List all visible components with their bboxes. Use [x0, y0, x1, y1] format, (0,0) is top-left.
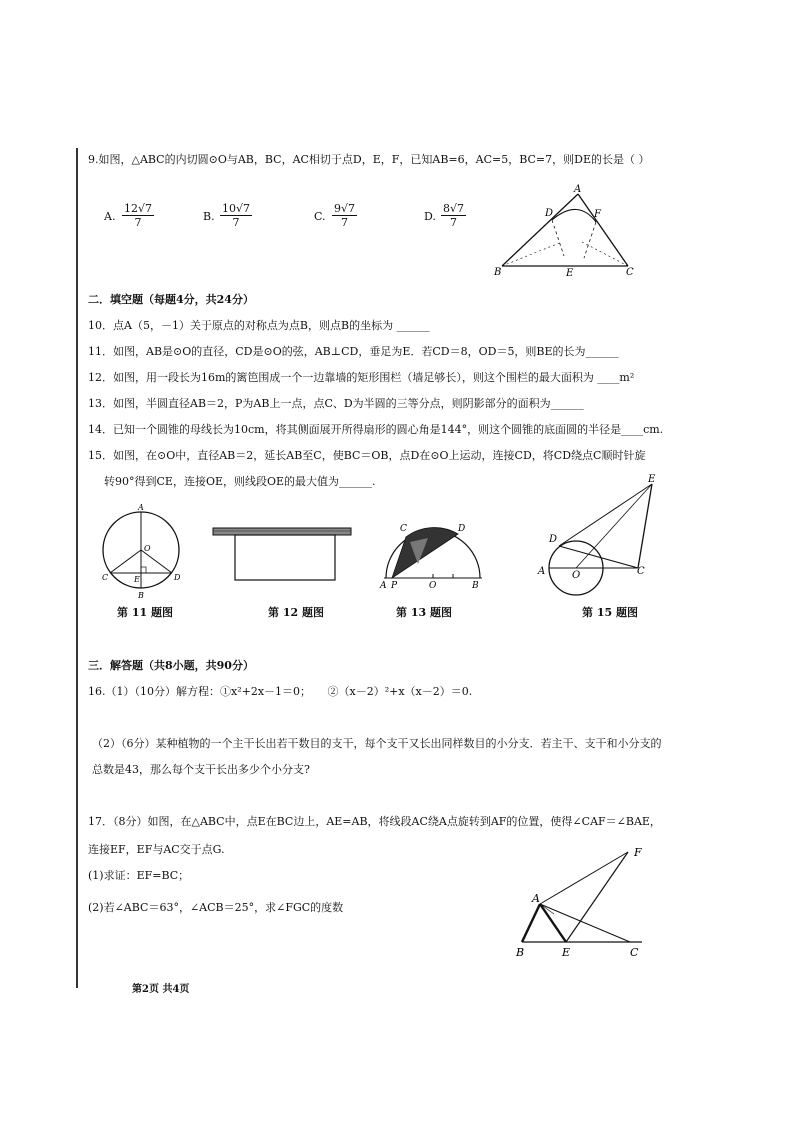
- fig11-label-b: B: [138, 591, 144, 600]
- q9-option-d-value: $\frac{8√7}{7}$: [443, 202, 465, 229]
- question-17-part1: (1)求证：EF=BC；: [88, 869, 190, 882]
- q9-label-a: A: [574, 184, 582, 195]
- fig15-label-d: D: [549, 534, 558, 545]
- q9-option-a-label: A.: [104, 210, 116, 223]
- question-17-line1: 17．（8分）如图，在△ABC中，点E在BC边上，AE=AB，将线段AC绕A点旋转到AF的位置，使得∠CAF＝∠BAE，: [88, 815, 661, 828]
- question-13: 13．如图，半圆直径AB＝2，P为AB上一点，点C、D为半圆的三等分点，则阴影部分的面积为______: [88, 397, 584, 410]
- fig17-label-b: B: [516, 946, 525, 959]
- fig11-label-o: O: [144, 544, 151, 553]
- fig11-label-c: C: [102, 573, 109, 582]
- fig13-label-c: C: [400, 524, 407, 534]
- fig13-label-p: P: [391, 581, 398, 591]
- question-17-part2: (2)若∠ABC＝63°，∠ACB＝25°，求∠FGC的度数: [88, 901, 344, 914]
- question-16-part2-line2: 总数是43，那么每个支干长出多少个小分支?: [92, 763, 310, 776]
- fig17-label-c: C: [630, 946, 639, 959]
- q9-option-b-label: B.: [203, 210, 215, 223]
- fig11-label-a: A: [138, 503, 144, 512]
- q9-option-b-value: $\frac{10√7}{7}$: [222, 202, 251, 229]
- fig15-label-c: C: [637, 566, 645, 577]
- fig11-label-d: D: [174, 573, 181, 582]
- question-14: 14．已知一个圆锥的母线长为10cm，将其侧面展开所得扇形的圆心角是144°，则这个圆锥的底面圆的半径是____cm.: [88, 423, 664, 436]
- fig15-label-e: E: [648, 474, 656, 485]
- fig17-label-f: F: [634, 846, 642, 859]
- fig11-label-e: E: [134, 575, 140, 584]
- fig17-label-e: E: [562, 946, 571, 959]
- q9-label-c: C: [626, 267, 634, 278]
- question-16-part2-line1: （2）（6分）某种植物的一个主干长出若干数目的支干，每个支干又长出同样数目的小分支．若主干、支干和小分支的: [92, 737, 662, 750]
- fig13-label-o: O: [429, 581, 437, 591]
- fig13-label-a: A: [380, 581, 387, 591]
- question-11: 11．如图，AB是⊙O的直径，CD是⊙O的弦，AB⊥CD，垂足为E．若CD＝8，OD＝5，则BE的长为______: [88, 345, 619, 358]
- q9-label-e: E: [566, 268, 574, 279]
- q9-label-d: D: [545, 208, 554, 219]
- fig13-caption: 第 13 题图: [396, 606, 452, 619]
- fig11-circle-diagram: [96, 500, 188, 600]
- fig15-caption: 第 15 题图: [582, 606, 638, 619]
- question-15-line1: 15．如图，在⊙O中，直径AB＝2，延长AB至C，使BC＝OB，点D在⊙O上运动，连接CD，将CD绕点C顺时针旋: [88, 449, 646, 462]
- q9-option-c-label: C.: [314, 210, 326, 223]
- fig11-caption: 第 11 题图: [117, 606, 173, 619]
- fig15-label-a: A: [538, 566, 546, 577]
- section-3-title: 三．解答题（共8小题，共90分）: [88, 659, 254, 672]
- question-9-stem: 9.如图，△ABC的内切圆⊙O与AB，BC，AC相切于点D，E，F，已知AB=6，AC=5，BC=7，则DE的长是（ ）: [88, 153, 650, 166]
- fig17-triangle-diagram: [510, 838, 660, 963]
- q9-label-b: B: [494, 267, 502, 278]
- question-12: 12．如图，用一段长为16m的篱笆围成一个一边靠墙的矩形围栏（墙足够长），则这个围栏的最大面积为 ____m²: [88, 371, 635, 384]
- fig15-label-o: O: [572, 570, 581, 581]
- fig12-caption: 第 12 题图: [268, 606, 324, 619]
- section-2-title: 二．填空题（每题4分，共24分）: [88, 293, 254, 306]
- binding-margin-line: [76, 148, 78, 988]
- fig15-rotation-diagram: [534, 470, 669, 600]
- page-footer: 第2页 共4页: [132, 984, 190, 995]
- question-15-line2: 转90°得到CE，连接OE，则线段OE的最大值为______.: [104, 475, 376, 488]
- fig13-label-b: B: [472, 581, 479, 591]
- q9-label-f: F: [594, 209, 601, 220]
- fig13-label-d: D: [458, 524, 466, 534]
- fig13-semicircle-diagram: [378, 520, 488, 592]
- q9-option-a-value: $\frac{12√7}{7}$: [124, 202, 153, 229]
- fig12-fence-diagram: [210, 524, 355, 586]
- q9-option-d-label: D.: [424, 210, 436, 223]
- q9-option-c-value: $\frac{9√7}{7}$: [334, 202, 356, 229]
- q9-triangle-figure: [490, 180, 640, 280]
- question-10: 10．点A（5，－1）关于原点的对称点为点B，则点B的坐标为 ______: [88, 319, 430, 332]
- question-16-part1: 16.（1）（10分）解方程：①x²+2x－1＝0； ②（x－2）²+x（x－2）＝0.: [88, 685, 473, 698]
- question-17-line2: 连接EF，EF与AC交于点G.: [88, 843, 225, 856]
- fig17-label-a: A: [532, 892, 540, 905]
